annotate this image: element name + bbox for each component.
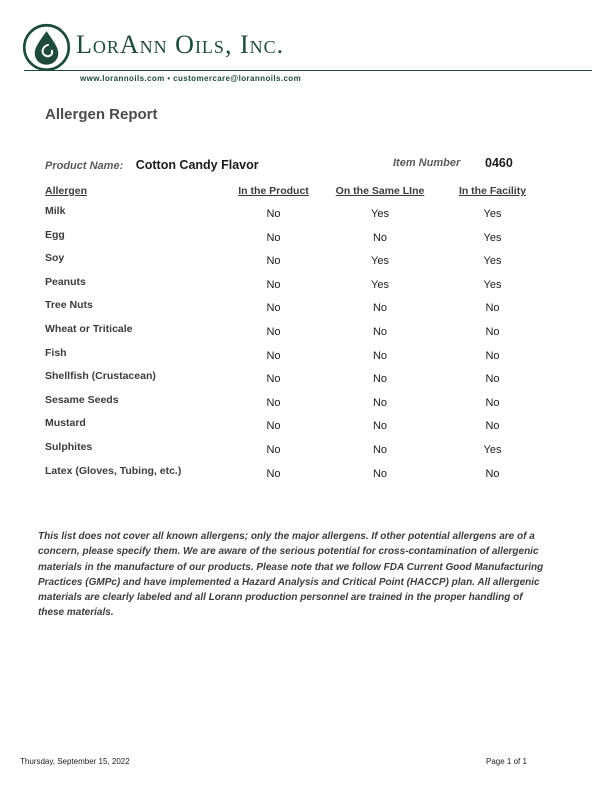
- table-row: [45, 347, 567, 371]
- in-product-value: No: [266, 443, 281, 456]
- same-line-value: No: [372, 396, 388, 409]
- in-facility-value: No: [485, 373, 500, 386]
- in-product-value: No: [266, 302, 281, 315]
- same-line-value: No: [372, 231, 388, 244]
- same-line-value: Yes: [371, 208, 389, 220]
- table-row: [45, 323, 567, 347]
- in-facility-value: Yes: [483, 255, 502, 268]
- item-number-label: Item Number: [393, 157, 461, 169]
- allergen-name: Wheat or Triticale: [45, 322, 133, 335]
- header-in-product: In the Product: [238, 185, 309, 197]
- header-allergen: Allergen: [45, 185, 88, 197]
- allergen-name: Peanuts: [45, 275, 86, 288]
- in-product-value: No: [266, 255, 281, 268]
- in-product-value: No: [266, 396, 281, 409]
- same-line-value: Yes: [371, 255, 389, 268]
- in-facility-value: No: [485, 349, 500, 362]
- in-product-value: No: [266, 467, 281, 480]
- same-line-value: No: [372, 349, 388, 362]
- allergen-name: Sesame Seeds: [45, 393, 119, 406]
- allergen-name: Milk: [45, 205, 66, 217]
- allergen-table: [45, 185, 567, 488]
- company-contact-line: www.lorannoils.com • customercare@lorannoils.com: [80, 74, 302, 83]
- allergen-name: Latex (Gloves, Tubing, etc.): [45, 464, 182, 477]
- allergen-name: Fish: [45, 346, 67, 359]
- in-facility-value: No: [485, 302, 500, 315]
- allergen-name: Mustard: [45, 417, 86, 430]
- product-info-row: [45, 156, 567, 174]
- table-row: [45, 465, 567, 489]
- in-product-value: No: [266, 325, 281, 338]
- in-facility-value: Yes: [483, 443, 502, 456]
- disclaimer-text: This list does not cover all known allergens; only the major allergens. If other potential allergens are of a concern, please specify them. We are aware of the serious potential for cross-contamination of allergenic materials in the manufacture of our products. Please note that we follow FDA Current Good Manufacturing Practices (GMPc) and have implemented a Hazard Analysis and Critical Point (HACCP) plan. All allergenic materials are clearly labeled and all Lorann production personnel are trained in the proper handling of these materials.: [38, 531, 544, 619]
- footer-page-number: Page 1 of 1: [486, 757, 527, 766]
- table-row: [45, 252, 567, 276]
- in-product-value: No: [266, 278, 281, 291]
- in-facility-value: Yes: [483, 208, 502, 220]
- lorann-logo-icon: [22, 23, 71, 72]
- same-line-value: No: [372, 443, 388, 456]
- table-row: [45, 417, 567, 441]
- same-line-value: Yes: [371, 278, 389, 291]
- in-product-value: No: [266, 420, 281, 433]
- in-product-value: No: [266, 231, 281, 244]
- same-line-value: No: [372, 467, 388, 480]
- in-product-value: No: [266, 208, 281, 220]
- company-name: LorAnn Oils, Inc.: [76, 30, 285, 59]
- table-header-row: [45, 185, 567, 197]
- same-line-value: No: [372, 302, 388, 315]
- allergen-name: Soy: [45, 252, 65, 265]
- table-row: [45, 276, 567, 300]
- in-facility-value: No: [485, 467, 500, 480]
- in-facility-value: Yes: [483, 278, 502, 291]
- allergen-name: Egg: [45, 228, 65, 241]
- product-name-value: Cotton Candy Flavor: [135, 158, 259, 172]
- table-row: [45, 370, 567, 394]
- same-line-value: No: [372, 373, 388, 386]
- in-product-value: No: [266, 349, 281, 362]
- same-line-value: No: [372, 420, 388, 433]
- table-row: [45, 394, 567, 418]
- footer-date: Thursday, September 15, 2022: [20, 757, 130, 766]
- page-title: Allergen Report: [45, 106, 158, 123]
- allergen-name: Tree Nuts: [45, 299, 93, 312]
- product-name-label: Product Name:: [45, 160, 124, 172]
- table-row: [45, 299, 567, 323]
- item-number-value: 0460: [485, 156, 513, 170]
- allergen-name: Shellfish (Crustacean): [45, 370, 156, 383]
- in-product-value: No: [266, 373, 281, 386]
- table-row: [45, 229, 567, 253]
- in-facility-value: No: [485, 325, 500, 338]
- table-row: [45, 205, 567, 229]
- same-line-value: No: [372, 325, 388, 338]
- header-same-line: On the Same LIne: [335, 185, 425, 197]
- in-facility-value: No: [485, 396, 500, 409]
- allergen-name: Sulphites: [45, 440, 93, 453]
- header-in-facility: In the Facility: [458, 185, 527, 197]
- in-facility-value: No: [485, 420, 500, 433]
- in-facility-value: Yes: [483, 231, 502, 244]
- table-row: [45, 441, 567, 465]
- header-divider: [24, 70, 592, 71]
